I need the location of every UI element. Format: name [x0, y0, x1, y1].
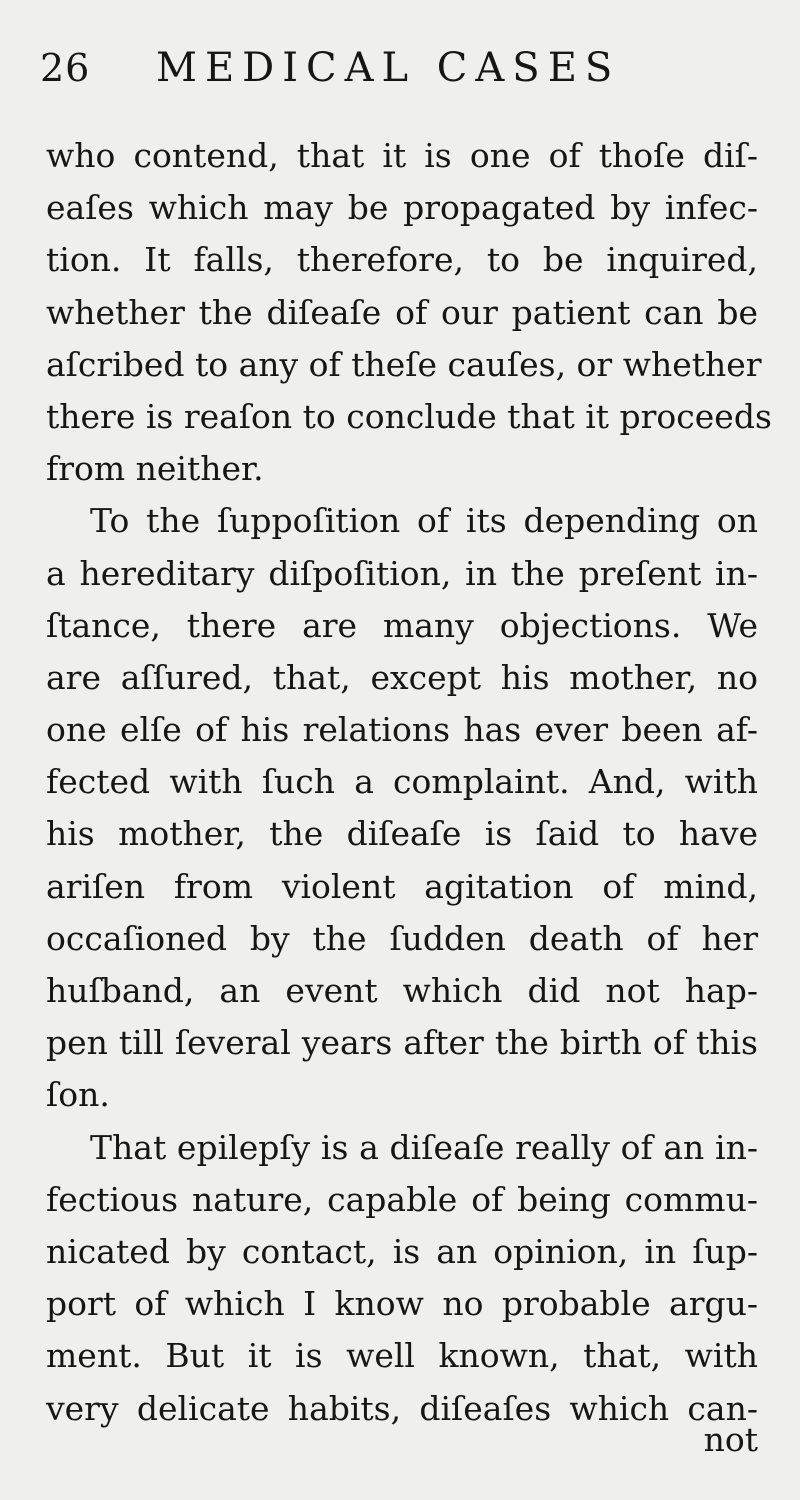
- text-line: ſon.: [46, 1075, 110, 1115]
- text-line: eaſes which may be propagated by infec-: [46, 188, 758, 228]
- catchword: not: [703, 1420, 758, 1459]
- text-line: port of which I know no probable argu-: [46, 1284, 758, 1324]
- text-line: who contend, that it is one of thoſe diſ-: [46, 136, 758, 175]
- text-line: ſtance, there are many objections. We: [46, 605, 758, 645]
- text-line: a hereditary diſpoſition, in the preſent in-: [46, 553, 758, 593]
- text-line: there is reaſon to conclude that it proceeds: [46, 396, 772, 436]
- body-text: [46, 130, 772, 1435]
- text-line: his mother, the diſeaſe is ſaid to have: [46, 814, 758, 854]
- text-line: are aſſured, that, except his mother, no: [46, 657, 758, 697]
- text-line: very delicate habits, diſeaſes which can-: [46, 1388, 758, 1428]
- text-line: To the ſuppoſition of its depending on: [90, 501, 758, 541]
- text-line: from neither.: [46, 449, 264, 489]
- text-line: nicated by contact, is an opinion, in ſup-: [46, 1231, 758, 1271]
- running-head: MEDICAL CASES: [156, 45, 621, 91]
- text-line: ariſen from violent agitation of mind,: [46, 866, 758, 906]
- text-line: tion. It falls, therefore, to be inquired,: [46, 240, 758, 280]
- text-line: huſband, an event which did not hap-: [46, 971, 758, 1010]
- page-number: 26: [40, 46, 91, 90]
- text-line: whether the diſeaſe of our patient can be: [46, 292, 758, 332]
- text-line: occaſioned by the ſudden death of her: [46, 918, 758, 958]
- text-line: ment. But it is well known, that, with: [46, 1336, 758, 1376]
- text-line: fected with ſuch a complaint. And, with: [46, 762, 758, 802]
- text-line: That epilepſy is a diſeaſe really of an in-: [90, 1127, 758, 1167]
- text-line: aſcribed to any of theſe cauſes, or whether: [46, 344, 762, 384]
- page-header: [40, 42, 760, 94]
- text-line: fectious nature, capable of being commu-: [46, 1179, 758, 1219]
- text-line: one elſe of his relations has ever been af-: [46, 710, 758, 750]
- text-line: pen till ſeveral years after the birth of this: [46, 1023, 758, 1063]
